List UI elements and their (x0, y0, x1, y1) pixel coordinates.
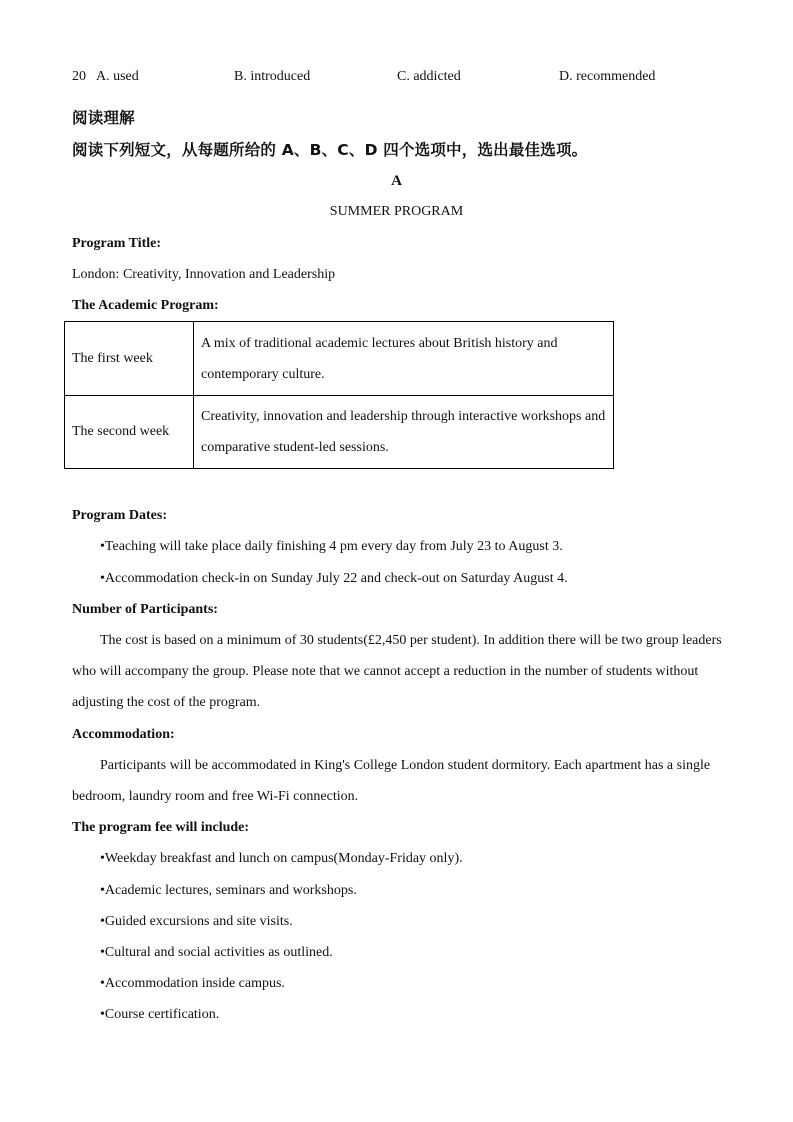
section-title: 阅读理解 (72, 109, 135, 127)
option-a: A. used (96, 69, 139, 84)
list-item: •Guided excursions and site visits. (100, 914, 293, 929)
option-b: B. introduced (234, 69, 311, 84)
list-item: •Cultural and social activities as outlined. (100, 945, 333, 960)
participants-paragraph: The cost is based on a minimum of 30 students(£2,450 per student). In addition there will be two group leaders who will accompany the group. Please note that we cannot accept a reduction in the number of students without adjusting the cost of the program. (72, 633, 722, 710)
table-row (65, 322, 614, 396)
instruction: 阅读下列短文，从每题所给的 A、B、C、D 四个选项中，选出最佳选项。 (72, 141, 588, 159)
passage-title: SUMMER PROGRAM (329, 204, 464, 219)
accommodation-paragraph: Participants will be accommodated in King's College London student dormitory. Each apartment has a single bedroom, laundry room and free Wi-Fi connection. (72, 758, 711, 804)
program-dates-heading: Program Dates: (72, 508, 167, 523)
academic-program-heading: The Academic Program: (72, 298, 219, 313)
description-cell: A mix of traditional academic lectures about British history and contemporary culture. (194, 322, 614, 396)
option-c: C. addicted (397, 69, 461, 84)
passage-label: A (391, 173, 402, 189)
list-item: •Teaching will take place daily finishing 4 pm every day from July 23 to August 3. (100, 539, 563, 554)
option-d: D. recommended (559, 69, 656, 84)
list-item: •Accommodation check-in on Sunday July 22 and check-out on Saturday August 4. (100, 571, 568, 586)
accommodation-heading: Accommodation: (72, 727, 175, 742)
program-title-heading: Program Title: (72, 236, 162, 251)
program-title-text: London: Creativity, Innovation and Leadership (72, 267, 336, 282)
table-row (65, 396, 614, 469)
description-cell: Creativity, innovation and leadership through interactive workshops and comparative student-led sessions. (194, 396, 614, 469)
week-cell: The first week (65, 322, 194, 396)
list-item: •Academic lectures, seminars and workshops. (100, 883, 357, 898)
fee-heading: The program fee will include: (72, 820, 250, 835)
list-item: •Weekday breakfast and lunch on campus(Monday-Friday only). (100, 851, 463, 866)
list-item: •Accommodation inside campus. (100, 976, 285, 991)
participants-heading: Number of Participants: (72, 602, 218, 617)
academic-program-table (64, 321, 614, 469)
week-cell: The second week (65, 396, 194, 469)
list-item: •Course certification. (100, 1007, 220, 1022)
question-number: 20 (72, 69, 86, 84)
